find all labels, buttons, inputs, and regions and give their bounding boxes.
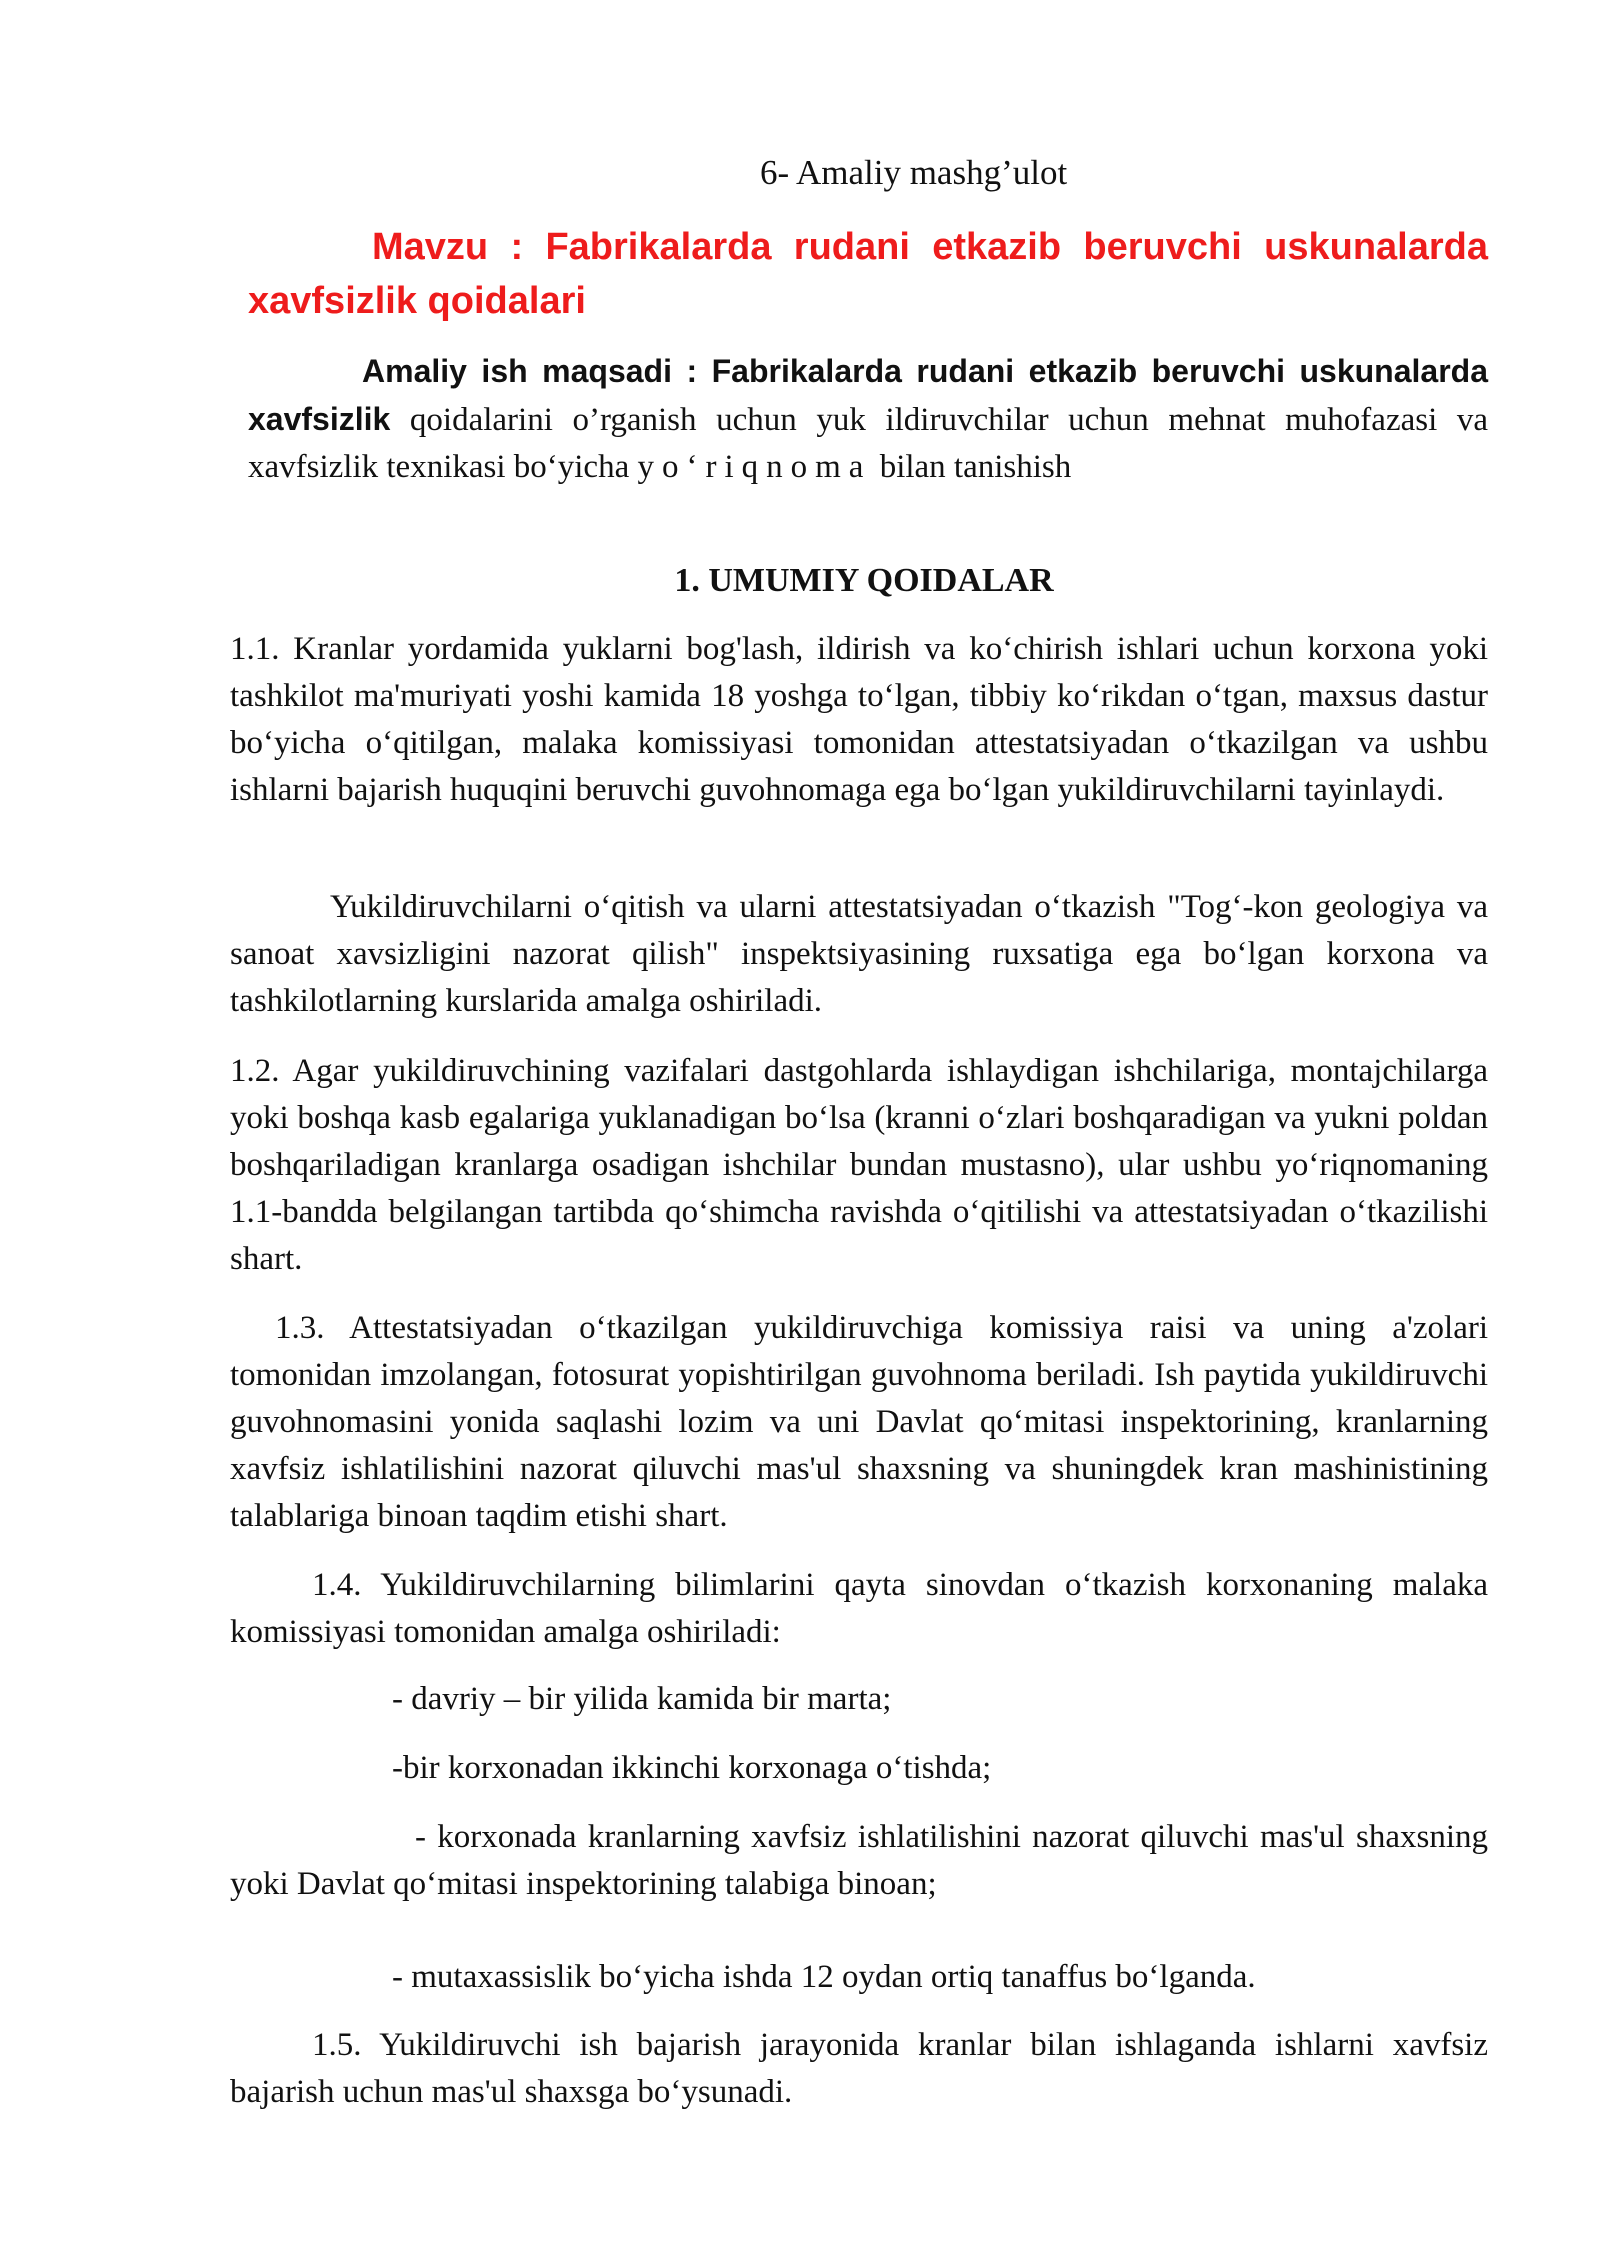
goal-spaced-word: yo‘riqnoma [637,449,872,485]
paragraph-1-5: 1.5. Yukildiruvchi ish bajarish jarayonida kranlar bilan ishlaganda ishlarni xavfsiz bajarish uchun mas'ul shaxsga bo‘ysunadi. [230,2027,1488,2110]
section-title: 1. UMUMIY QOIDALAR [674,562,1054,599]
goal-text: qoidalarini o’rganish uchun yuk ildiruvchilar uchun mehnat muhofazasi va xavfsizlik texnikasi bo‘yicha [248,402,1488,485]
paragraph-1-2: 1.2. Agar yukildiruvchining vazifalari dastgohlarda ishlaydigan ishchilariga, montajchilarga yoki boshqa kasb egalariga yuklanadigan bo‘lsa (kranni o‘zlari boshqaradigan va yukni poldan boshqariladigan kranlarga osadigan ishchilar bundan mustasno), ular ushbu yo‘riqnomaning 1.1-bandda belgilangan tartibda qo‘shimcha ravishda o‘qitilishi va attestatsiyadan o‘tkazilishi shart. [230,1053,1488,1277]
paragraph-1-1: 1.1. Kranlar yordamida yuklarni bog'lash, ildirish va ko‘chirish ishlari uchun korxona yoki tashkilot ma'muriyati yoshi kamida 18 yoshga to‘lgan, tibbiy ko‘rikdan o‘tgan, maxsus dastur bo‘yicha o‘qitilgan, malaka komissiyasi tomonidan attestatsiyadan o‘tkazilgan va ushbu ishlarni bajarish huquqini beruvchi guvohnomaga ega bo‘lgan yukildiruvchilarni tayinlaydi. [230,631,1488,808]
paragraph-1-4: 1.4. Yukildiruvchilarning bilimlarini qayta sinovdan o‘tkazish korxonaning malaka komissiyasi tomonidan amalga oshiriladi: [230,1567,1488,1650]
goal-bold-text: Amaliy ish maqsadi : Fabrikalarda rudani etkazib beruvchi uskunalarda xavfsizlik [248,353,1488,437]
topic-title: Mavzu : Fabrikalarda rudani etkazib beruvchi uskunalarda xavfsizlik qoidalari [248,226,1488,322]
paragraph-1-3: 1.3. Attestatsiyadan o‘tkazilgan yukildiruvchiga komissiya raisi va uning a'zolari tomonidan imzolangan, fotosurat yopishtirilgan guvohnoma beriladi. Ish paytida yukildiruvchi guvohnomasini yonida saqlashi lozim va uni Davlat qo‘mitasi inspektorining, kranlarning xavfsiz ishlatilishini nazorat qiluvchi mas'ul shaxsning va shuningdek kran mashinistining talablariga binoan taqdim etishi shart. [230,1310,1488,1534]
list-item: - mutaxassislik bo‘yicha ishda 12 oydan ortiq tanaffus bo‘lganda. [392,1959,1256,1995]
list-item: - davriy – bir yilida kamida bir marta; [392,1681,892,1717]
practical-goal [248,348,1488,491]
lesson-number: 6- Amaliy mashg’ulot [760,153,1068,192]
list-item: - korxonada kranlarning xavfsiz ishlatilishini nazorat qiluvchi mas'ul shaxsning yoki Davlat qo‘mitasi inspektorining talabiga binoan; [230,1819,1488,1902]
paragraph-1-1-continued: Yukildiruvchilarni o‘qitish va ularni attestatsiyadan o‘tkazish "Tog‘-kon geologiya va sanoat xavsizligini nazorat qilish" inspektsiyasining ruxsatiga ega bo‘lgan korxona va tashkilotlarning kurslarida amalga oshiriladi. [230,889,1488,1019]
goal-end-text: bilan tanishish [871,449,1072,485]
list-item: -bir korxonadan ikkinchi korxonaga o‘tishda; [392,1750,992,1786]
